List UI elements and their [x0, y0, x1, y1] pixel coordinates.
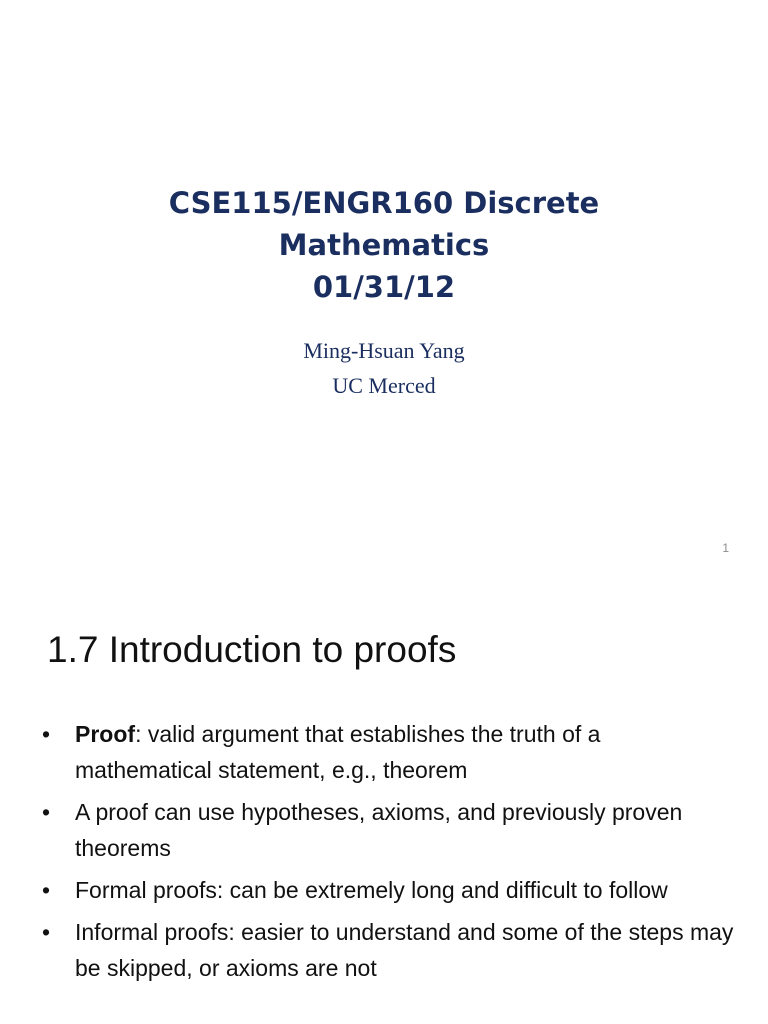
- author-name: Ming-Hsuan Yang: [303, 338, 465, 363]
- section-heading: 1.7 Introduction to proofs: [47, 629, 457, 670]
- bullet-icon: •: [42, 919, 51, 945]
- bullet-text: A proof can use hypotheses, axioms, and previously proven theorems: [75, 799, 683, 861]
- bullet-text: Informal proofs: easier to understand and some of the steps may be skipped, or axioms are not: [75, 919, 734, 981]
- slide-title: [0, 182, 768, 308]
- bullet-list: [42, 716, 742, 992]
- bullet-text: [75, 716, 742, 788]
- bullet-icon: •: [42, 721, 51, 747]
- bullet-body: : valid argument that establishes the truth of a mathematical statement, e.g., theorem: [75, 721, 601, 783]
- slide-page-number: 1: [722, 541, 729, 555]
- bullet-item-proof-components: [42, 794, 742, 866]
- bullet-icon: •: [42, 799, 51, 825]
- bullet-item-informal-proofs: [42, 914, 742, 986]
- lecture-date: 01/31/12: [312, 270, 456, 304]
- author-affiliation: UC Merced: [332, 373, 436, 398]
- bullet-item-proof-definition: [42, 716, 742, 788]
- bullet-item-formal-proofs: [42, 872, 742, 908]
- course-title-line-1: CSE115/ENGR160 Discrete: [168, 186, 600, 220]
- bullet-icon: •: [42, 877, 51, 903]
- bullet-term: Proof: [75, 721, 136, 747]
- content-slide: [0, 576, 768, 1024]
- author-block: [0, 333, 768, 403]
- course-title-line-2: Mathematics: [278, 228, 490, 262]
- bullet-text: Formal proofs: can be extremely long and difficult to follow: [75, 877, 668, 903]
